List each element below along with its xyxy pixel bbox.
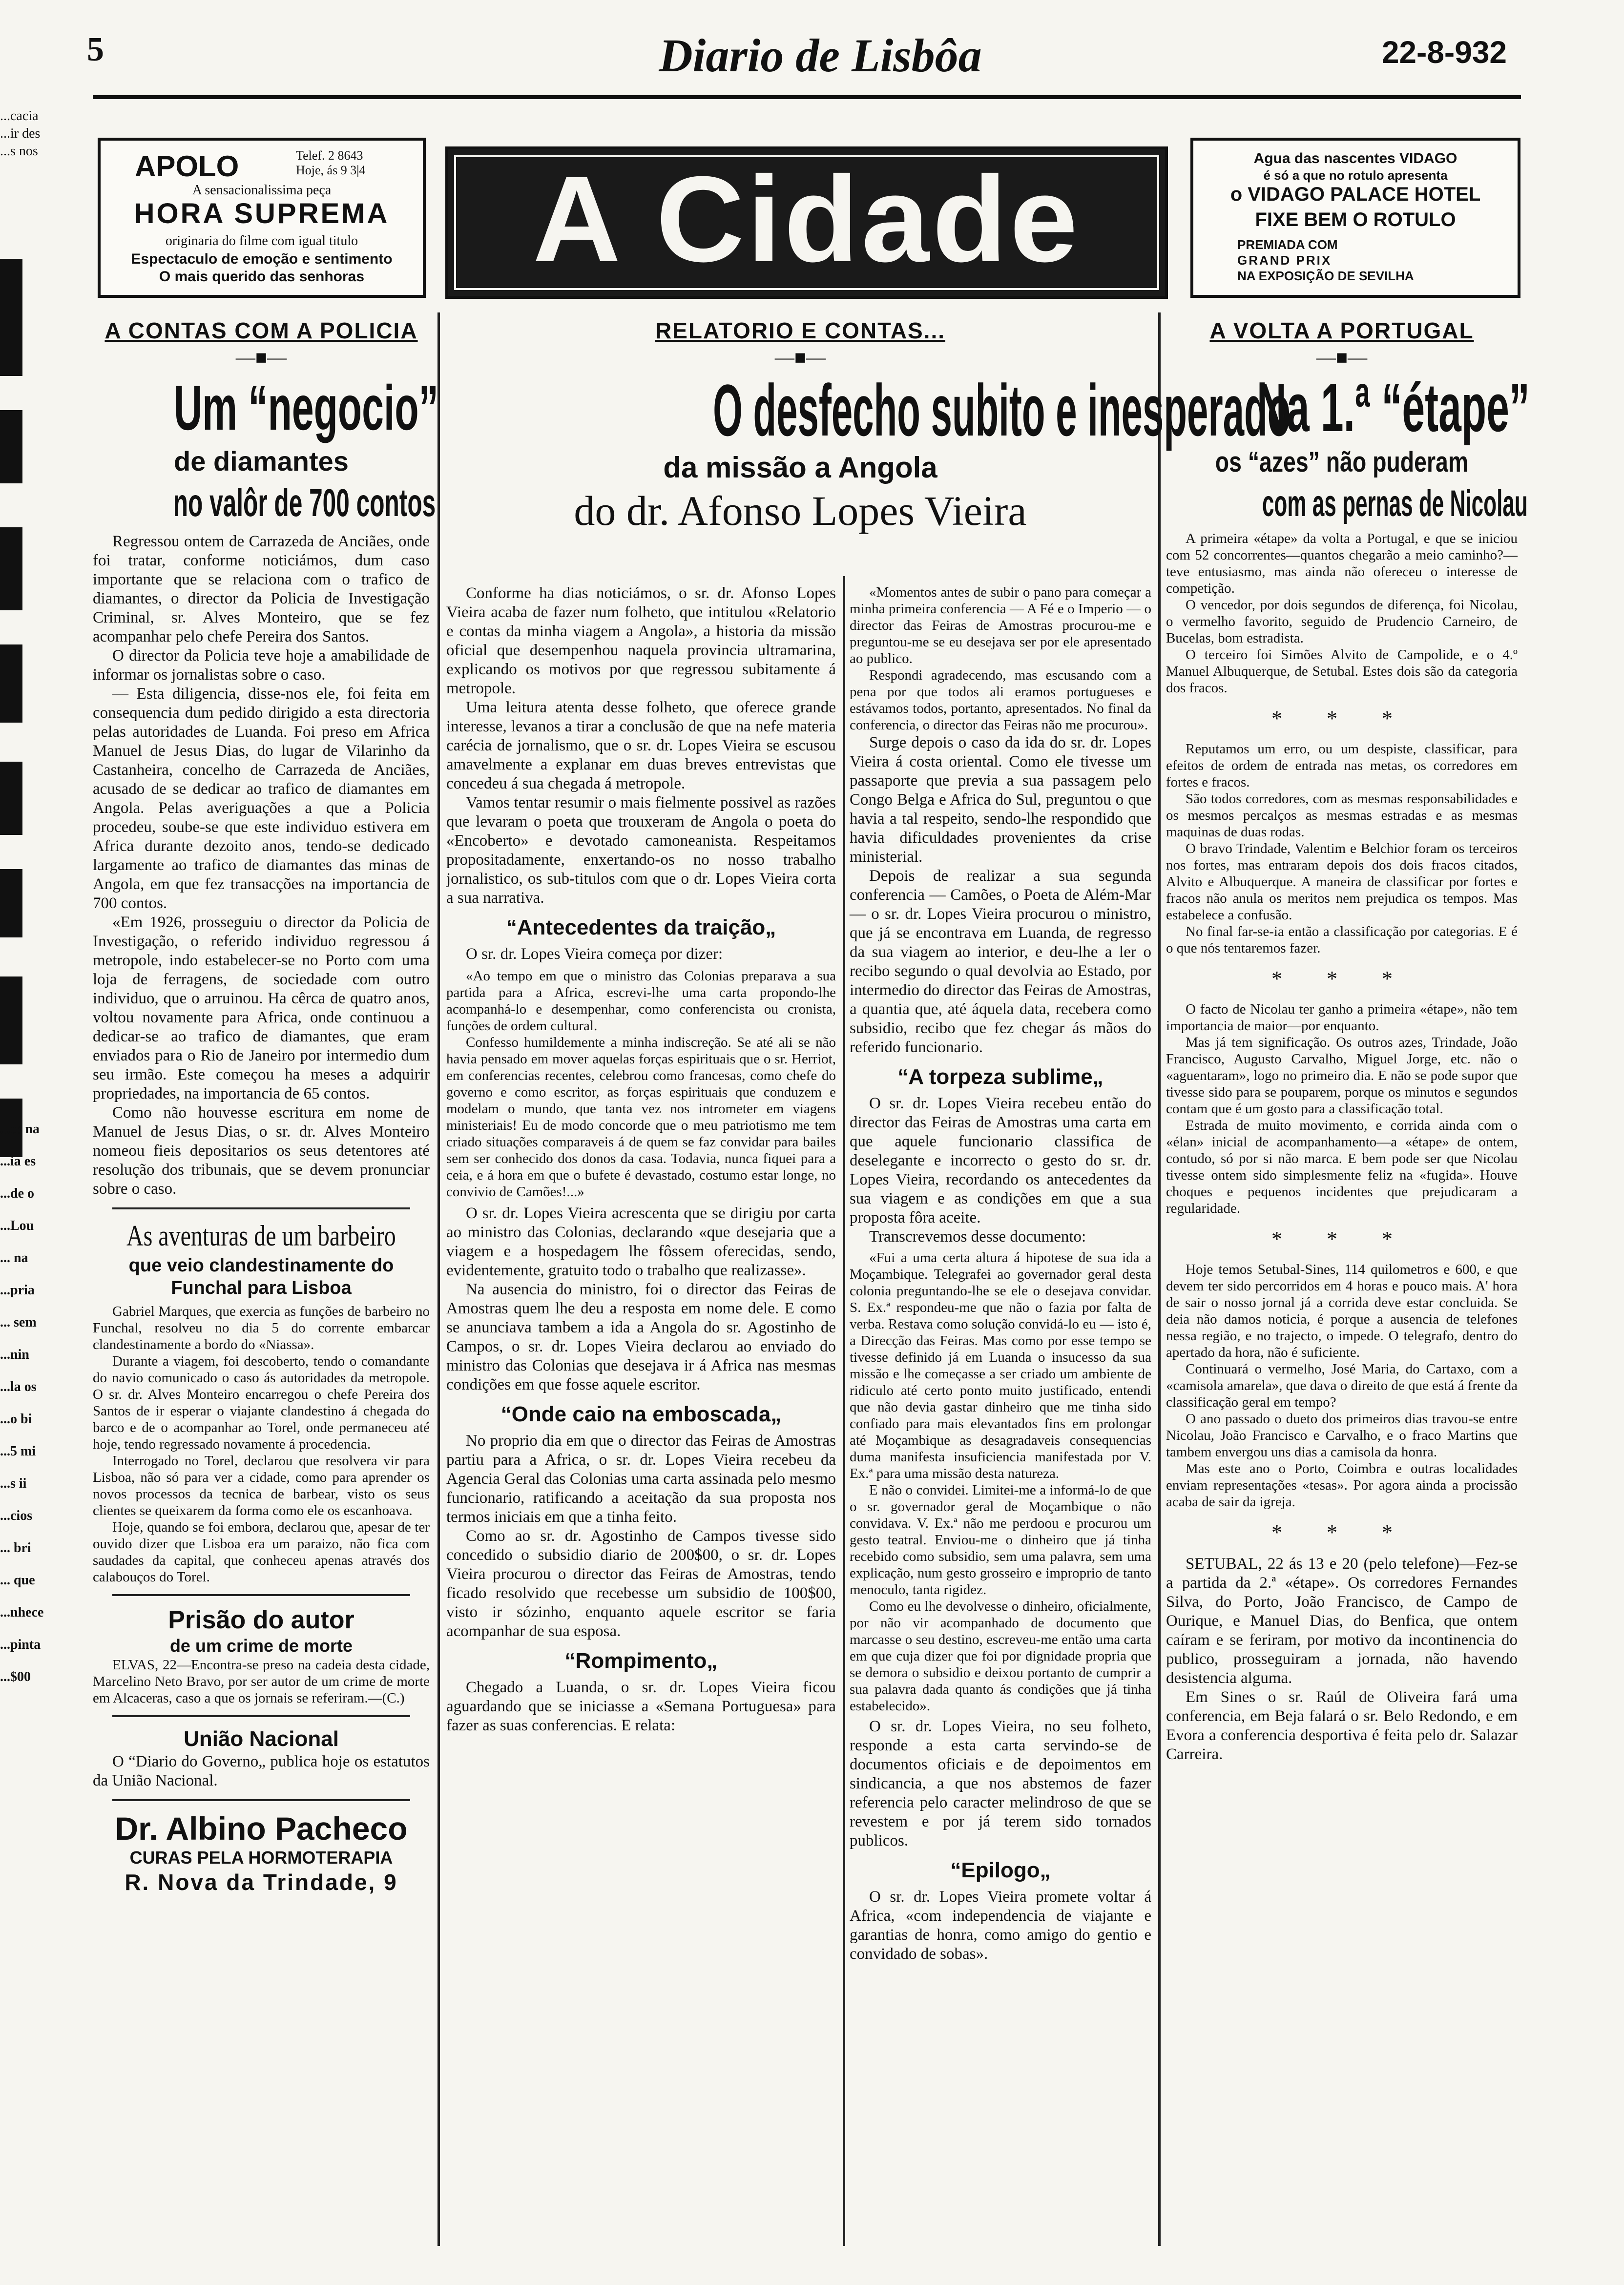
headline-text: O desfecho subito e inesperado: [713, 369, 1291, 451]
article-body: [1166, 1001, 1518, 1217]
article-body: [1166, 1261, 1518, 1510]
fragment: ... na: [0, 1250, 28, 1266]
ad-vidago-line5: PREMIADA COM: [1237, 237, 1338, 252]
paragraph: «Fui a uma certa altura á hipotese de sua ida a Moçambique. Telegrafei ao governador geral desta colonia preguntando-lhe se ele o desejava convidar. S. Ex.ª respondeu-me que não o fazia por falta de verba. Restava como solução convidá-lo eu — isto é, a Direcção das Feiras. Mas como por esse tempo se tivesse definido já em Luanda o insucesso da sua missão e lhe começasse a ser criado um ambiente de ridiculo até certo ponto muito justificado, entendi que não devia gastar dinheiro que me tinha sido confiado para mais elevantados fins em prolongar até Moçambique as desagradaveis consequencias duma manifesta insuficiencia manifestada por V. Ex.ª para uma missão desta natureza.: [850, 1250, 1151, 1481]
paragraph: «Em 1926, prosseguiu o director da Policia de Investigação, o referido individuo regressou á metropole, indo estabelecer-se no Porto com uma loja de ferragens, de sociedade com outro individuo, que o arruinou. Ha cêrca de quatro anos, voltou novamente para Africa, onde continuou a dedicar-se ao trafico de diamantes, que eram enviados para o Rio de Janeiro por intermedio dum seu irmão. Este começou ha meses a adquirir propriedades, na importancia de 65 contos.: [93, 914, 430, 1102]
fragment: ...nin: [0, 1347, 29, 1362]
fragment: ...de o: [0, 1186, 34, 1201]
subheading: “Antecedentes da traição„: [506, 915, 776, 939]
ad-apolo-line1: Espectaculo de emoção e sentimento: [131, 251, 393, 267]
article-body: [850, 1717, 1151, 1850]
article-body: [446, 584, 836, 908]
paragraph: Como ao sr. dr. Agostinho de Campos tivesse sido concedido o subsidio diario de 200$00, o sr. dr. Lopes Vieira procurou o director das Feiras de Amostras, tendo ficado resolvido que recebesse um subsidio de 100$00, visto ir sózinho, enquanto aquele escritor se faria acompanhar de sua esposa.: [446, 1527, 836, 1640]
fragment: ...es na: [0, 1122, 40, 1137]
ad-vidago-line7: NA EXPOSIÇÃO DE SEVILHA: [1237, 269, 1414, 283]
subheading: “Rompimento„: [564, 1649, 718, 1673]
paragraph: E não o convidei. Limitei-me a informá-lo de que o sr. governador geral de Moçambique o não convidava. V. Ex.ª não me perdoou e procurou um gesto teatral. Enviou-me o dinheiro que já tinha recebido como subsidio, sem uma palavra, sem uma explicação, num gesto grosseiro e improprio de tanto menoculo, tanta rigidez.: [850, 1482, 1151, 1598]
article-negocio-diamantes: [93, 317, 438, 1896]
left-margin-fragments: [0, 107, 41, 160]
paragraph: Vamos tentar resumir o mais fielmente possivel as razões que levaram o poeta que trouxeram de Angola o poeta do «Encoberto» e devotado camoneanista. Respeitamos propositadamente, enxertando-os no nosso trabalho jornalistico, os sub-titulos com que o dr. Lopes Vieira corta a sua narrativa.: [446, 794, 836, 907]
deck-1-text: os “azes” não puderam: [1215, 446, 1469, 478]
ad-apolo: [98, 138, 426, 298]
fragment: ...$00: [0, 1669, 31, 1684]
paragraph: O terceiro foi Simões Alvito de Campolide, e o 4.º Manuel Albuquerque, de Setubal. Estes dois são da categoria dos fracos.: [1166, 647, 1518, 696]
fragment: ... sem: [0, 1315, 37, 1330]
headline-text: Na 1.ª “étape”: [1257, 369, 1530, 446]
quote-block: [850, 1249, 1151, 1714]
page-number: 5: [87, 31, 104, 68]
section-banner: [445, 146, 1168, 299]
edge-ink-block: [0, 976, 22, 1064]
prisao-body: [93, 1657, 430, 1706]
paragraph: Chegado a Luanda, o sr. dr. Lopes Vieira ficou aguardando que se iniciasse a «Semana Portuguesa» para fazer as suas conferencias. E relata:: [446, 1679, 836, 1734]
article-body: [446, 1678, 836, 1735]
paragraph: «Momentos antes de subir o pano para começar a minha primeira conferencia — A Fé e o Imperio — o director das Feiras de Amostras procurou-me e preguntou-me se eu desejava ser por ele apresentado ao publico.: [850, 584, 1151, 666]
paragraph: Continuará o vermelho, José Maria, do Cartaxo, com a «camisola amarela», que dava o direito de que está á frente da classificação geral em tempo?: [1166, 1361, 1518, 1410]
ad-apolo-showtime: Hoje, ás 9 3|4: [296, 163, 366, 177]
paragraph: O director da Policia teve hoje a amabilidade de informar os jornalistas sobre o caso.: [93, 647, 430, 684]
fragment: ...5 mi: [0, 1444, 36, 1459]
quote-block: [850, 584, 1151, 733]
paragraph: Confesso humildemente a minha indiscreção. Se até ali se não havia pensado em mover aquelas forças espirituais que o sr. Herriot, em conferencias recentes, celebrou como francesas, como chefe do governo e como escritor, as forças espirituais que conduzem e modelam o mundo, que tanta vez nos intrometer em viagens ministeriais! Eu de modo concorde que o meu patriotismo me tem criado situações comparaveis á de quem se faz convidar para bailes sem ser conhecido dos donos da casa. Todavia, nunca fiquei para a ceia, e á hora em que o bufete é devastado, costumo estar longe, no convivio de Camões!...»: [446, 1035, 836, 1200]
fragment: ...ia es: [0, 1154, 36, 1169]
article-body: [1166, 1555, 1518, 1764]
paragraph: Em Sines o sr. Raúl de Oliveira fará uma conferencia, em Beja falará o sr. Belo Redondo, e em Evora a conferencia desportiva é feita pelo dr. Salazar Carreira.: [1166, 1688, 1518, 1763]
paragraph: Hoje, quando se foi embora, declarou que, apesar de ter ouvido dizer que Lisboa era um paraizo, não fica com saudades da capital, que conheceu apenas através dos calabouços do Torel.: [93, 1519, 430, 1585]
fragment: ...pria: [0, 1283, 35, 1298]
paragraph: O facto de Nicolau ter ganho a primeira «étape», não tem importancia de maior—por enquanto.: [1166, 1001, 1518, 1034]
fragment: ...Lou: [0, 1218, 34, 1233]
fragment: ...pinta: [0, 1637, 41, 1652]
ornament: —■—: [774, 346, 826, 368]
paragraph: — Esta diligencia, disse-nos ele, foi feita em consequencia dum pedido dirigido a esta directoria pelas autoridades de Luanda. Foi preso em Africa Manuel de Jesus Dias, do lugar de Vilarinho da Castanheira, concelho de Carrazeda de Anciães, acusado de se dedicar ao trafico de diamantes em Angola. Pelas averiguações a que a Policia procedeu, soube-se que este individuo estivera em Africa durante dezoito anos, tendo-se dedicado largamente ao trafico de diamantes das minas de Angola, em que fez transacções na importancia de 700 contos.: [93, 685, 430, 912]
ad-vidago-line2: é só a que no rotulo apresenta: [1263, 168, 1448, 183]
paragraph: O sr. dr. Lopes Vieira promete voltar á Africa, «com independencia de viajante e garantias de honra, como amigo do gentio e convidado de sobas».: [850, 1888, 1151, 1963]
paragraph: O ano passado o dueto dos primeiros dias travou-se entre Nicolau, João Francisco e Carvalho, e o fraco Martins que tambem envergou uns dias a camisola da honra.: [1166, 1411, 1518, 1460]
paragraph: Durante a viagem, foi descoberto, tendo o comandante do navio comunicado o caso ás autoridades da metropole. O sr. dr. Alves Monteiro encarregou o chefe Pereira dos Santos de ir esperar o viajante clandestino á chegada do barco e de o acompanhar ao Torel, onde permaneceu até hoje, tendo regressado novamente á procedencia.: [93, 1353, 430, 1452]
paragraph: Surge depois o caso da ida do sr. dr. Lopes Vieira á costa oriental. Como ele tivesse um passaporte que previa a sua passagem pelo Congo Belga e Africa do Sul, preguntou o que havia a tal respeito, sendo-lhe respondido que havia dificuldades provenientes da crise ministerial.: [850, 734, 1151, 866]
ad-pacheco-line1: CURAS PELA HORMOTERAPIA: [129, 1848, 393, 1868]
paragraph: O vencedor, por dois segundos de diferença, foi Nicolau, o vermelho favorito, seguido de Prudencio Carneiro, de Bucelas, bom estradista.: [1166, 597, 1518, 646]
fragment: ... bri: [0, 1540, 31, 1556]
issue-date: 22-8-932: [1381, 35, 1507, 70]
section-stars: * * *: [1271, 967, 1412, 991]
ad-pacheco-name: Dr. Albino Pacheco: [115, 1810, 408, 1847]
section-stars: * * *: [1271, 706, 1412, 730]
deck-1: [1166, 444, 1518, 480]
paragraph: Interrogado no Torel, declarou que resolvera vir para Lisboa, não só para ver a cidade, como para aprender os novos processos da tecnica de barbear, visto os seus clientes se queixarem da forma como ele os escanhoava.: [93, 1453, 430, 1518]
ad-vidago-line4: FIXE BEM O ROTULO: [1255, 209, 1456, 230]
deck-2: do dr. Afonso Lopes Vieira: [574, 487, 1027, 534]
column-rule: [843, 576, 845, 2246]
quote-block: [446, 968, 836, 1200]
paragraph: O sr. dr. Lopes Vieira, no seu folheto, responde a esta carta servindo-se de documentos oficiais e de depoimentos em sindicancia, a que nos abstemos de fazer referencia pelo caracter melindroso de que se revestem e por já terem sido tornados publicos.: [850, 1718, 1151, 1849]
deck-2: [93, 478, 436, 527]
paragraph: O bravo Trindade, Valentim e Belchior foram os terceiros nos fortes, mas entraram depois dos dois fracos citados, Alvito e Albuquerque. A maneira de classificar por fortes e fracos não anula os meritos nem prejudica os tempos. Mas estabelece a confusão.: [1166, 841, 1518, 923]
paragraph: Conforme ha dias noticiámos, o sr. dr. Afonso Lopes Vieira acaba de fazer num folheto, que intitulou «Relatorio e contas da minha viagem a Angola», a historia da missão oficial que desempenhou naquela provincia ultramarina, explicando os motivos por que regressou subitamente á metropole.: [446, 584, 836, 697]
article-missao-angola-col2: [850, 584, 1151, 1964]
subheading: “Onde caio na emboscada„: [500, 1402, 782, 1426]
ad-vidago-line1: Agua das nascentes VIDAGO: [1253, 150, 1457, 166]
article-body: [93, 532, 430, 1199]
deck-2-text: com as pernas de Nicolau: [1262, 483, 1528, 524]
article-body: [1166, 530, 1518, 696]
edge-ink-block: [0, 762, 22, 835]
ad-apolo-origin: originaria do filme com igual titulo: [165, 233, 358, 249]
paragraph: Como eu lhe devolvesse o dinheiro, oficialmente, por não vir acompanhado de documento que marcasse o seu destino, escreveu-me então uma carta em que cuja dizer que foi por dignidade propria que se demora o subsidio e deixou portanto de cumprir a sua palavra dada quanto ás condições que já tinha estabelecido».: [850, 1599, 1151, 1714]
section-stars: * * *: [1271, 1227, 1412, 1251]
ad-vidago: [1190, 138, 1520, 298]
paragraph: Regressou ontem de Carrazeda de Anciães, onde foi tratar, conforme noticiámos, dum caso importante que se relaciona com o trafico de diamantes, o director da Policia de Investigação Criminal, sr. Alves Monteiro, que se fez acompanhar pelo chefe Pereira dos Santos.: [93, 533, 430, 645]
fragment: ...la os: [0, 1379, 37, 1394]
fragment: ...cios: [0, 1508, 33, 1523]
fragment: ...ir des: [0, 126, 41, 141]
prisao-deck: de um crime de morte: [169, 1636, 353, 1656]
divider: [112, 1799, 410, 1801]
paragraph: Como não houvesse escritura em nome de Manuel de Jesus Dias, o sr. dr. Alves Monteiro nomeou fieis depositarios os seus detentores até resolução dos tribunais, que se devem pronunciar sobre o caso.: [93, 1104, 430, 1198]
kicker: RELATORIO E CONTAS...: [655, 318, 946, 343]
deck-2-text: no valôr de 700 contos: [173, 481, 436, 524]
paragraph: ELVAS, 22—Encontra-se preso na cadeia desta cidade, Marcelino Neto Bravo, por ser autor de um crime de morte em Alcaceras, caso a que os jornais se referiram.—(C.): [93, 1657, 430, 1706]
edge-ink-block: [0, 644, 22, 723]
ad-apolo-line2: O mais querido das senhoras: [159, 269, 365, 285]
edge-ink-block: [0, 527, 22, 610]
paragraph: São todos corredores, com as mesmas responsabilidades e os mesmos percalços as mesmas estradas e as mesmas maquinas de duas rodas.: [1166, 791, 1518, 840]
barber-headline-text: As aventuras de um barbeiro: [126, 1220, 396, 1252]
fragment: ...o bi: [0, 1412, 32, 1427]
uniao-headline: União Nacional: [184, 1727, 339, 1751]
paragraph: Transcrevemos desse documento:: [869, 1228, 1086, 1246]
ad-vidago-line6: GRAND PRIX: [1237, 253, 1332, 268]
ad-vidago-line3: o VIDAGO PALACE HOTEL: [1230, 184, 1481, 205]
article-missao-angola-header: [446, 317, 1291, 535]
fragment: ...nhece: [0, 1605, 44, 1620]
article-body: [446, 1432, 836, 1641]
paragraph: Mas já tem significação. Os outros azes, Trindade, João Francisco, Augusto Carvalho, Miguel Jorge, etc. não o «aguentaram», logo no primeiro dia. E não se pode supor que tivesse sido para se pouparem, porque os minutos e segundos contam que é um gosto para a classificação total.: [1166, 1035, 1518, 1117]
section-banner-title: A Cidade: [532, 151, 1081, 287]
edge-ink-block: [0, 869, 22, 937]
ad-apolo-phone: Telef. 2 8643: [296, 148, 363, 163]
article-missao-angola-col1: [446, 584, 836, 1735]
left-margin-fragments-lower: [0, 1113, 44, 1693]
paragraph: Na ausencia do ministro, foi o director das Feiras de Amostras quem lhe deu a resposta em nome dele. E como se anunciava tambem a ida a Angola do sr. Agostinho de Campos, o sr. dr. Lopes Vieira declarou ao enviado do ministro das Colonias que desejava ir á Africa nas mesmas condições em que fosse aquele escritor.: [446, 1281, 836, 1393]
paragraph: O sr. dr. Lopes Vieira acrescenta que se dirigiu por carta ao ministro das Colonias, declarando «que desejaria que a viagem e a hospedagem lhe fôssem oferecidas, sendo, evidentemente, gratuito todo o trabalho que realizasse».: [446, 1205, 836, 1279]
prisao-headline: Prisão do autor: [168, 1606, 354, 1634]
paragraph: «Ao tempo em que o ministro das Colonias preparava a sua partida para a Africa, escrevi-lhe uma carta propondo-lhe acompanhá-lo e desempenhar, como conferencista ou cronista, funções de ordem cultural.: [446, 968, 836, 1034]
barber-body: [93, 1303, 430, 1585]
paragraph: Mas este ano o Porto, Coimbra e outras localidades enviam representações «tesas». Por agora ainda a procissão acaba de sair da igreja.: [1166, 1461, 1518, 1510]
article-body: [446, 1204, 836, 1394]
article-volta-portugal: [1166, 317, 1530, 1764]
fragment: ...s nos: [0, 144, 38, 159]
edge-ink-block: [0, 410, 22, 483]
headline: [1166, 369, 1530, 446]
ad-apolo-play-title: HORA SUPREMA: [134, 198, 390, 229]
headline: [93, 371, 438, 444]
paragraph: A primeira «étape» da volta a Portugal, e que se iniciou com 52 concorrentes—quantos chegarão a meio caminho?—teve entusiasmo, mas ainda não ofereceu o interesse de competição.: [1166, 531, 1518, 596]
paragraph: Reputamos um erro, ou um despiste, classificar, para efeitos de ordem de entrada nas metas, os corredores em fortes e fracos.: [1166, 741, 1518, 790]
deck-1: da missão a Angola: [663, 451, 937, 484]
paragraph: SETUBAL, 22 ás 13 e 20 (pelo telefone)—Fez-se a partida da 2.ª «étape». Os corredores Fernandes Silva, do Porto, João Francisco, de Campo de Ourique, e Manuel Dias, do Benfica, que ontem caíram e se feriram, por motivo da incontinencia do publico, prosseguiram a jornada, não havendo desistencia alguma.: [1166, 1555, 1518, 1687]
masthead-rule: [93, 95, 1521, 99]
paragraph: Hoje temos Setubal-Sines, 114 quilometros e 600, e que devem ter sido percorridos em 4 horas e pouco mais. A' hora de sair o nosso jornal já a corrida deve estar concluida. Se deia não damos noticia, é porque a ausencia de telefones nessa região, e no trajecto, o impede. O telegrafo, dentro do apertado da hora, não é suficiente.: [1166, 1262, 1518, 1360]
headline-text: Um “negocio”: [174, 372, 438, 443]
divider: [112, 1207, 410, 1209]
section-stars: * * *: [1271, 1520, 1412, 1544]
paragraph: Estrada de muito movimento, e corrida ainda com o «élan» inicial de acompanhamento—a «étape» de ontem, contudo, só por si não marca. E bem pode ser que Nicolau tivesse ontem sido simplesmente feliz na «fugida». Houve choques e pequenos incidentes que prejudicaram a regularidade.: [1166, 1118, 1518, 1216]
paragraph: O “Diario do Governo„ publica hoje os estatutos da União Nacional.: [93, 1753, 430, 1789]
uniao-body: [93, 1752, 430, 1790]
ad-apolo-tagline: A sensacionalissima peça: [192, 183, 332, 198]
barber-deck: que veio clandestinamente do Funchal para Lisboa: [128, 1255, 394, 1298]
fragment: ...s ii: [0, 1476, 27, 1491]
paragraph: No proprio dia em que o director das Feiras de Amostras partiu para a Africa, o sr. dr. Lopes Vieira recebeu da Agencia Geral das Colonias uma carta assinada pelo mesmo funcionario, ratificando a aceitação da sua proposta nos termos iniciais em que a tinha feito.: [446, 1432, 836, 1526]
paragraph: Depois de realizar a sua segunda conferencia — Camões, o Poeta de Além-Mar — o sr. dr. Lopes Vieira procurou o ministro, que já se encontrava em Luanda, de regresso da sua viagem ao interior, e deu-lhe a ler o recibo segundo o qual devolvia ao Estado, por intermedio do director das Feiras de Amostras, a quantia que, até áquela data, recebera como subsidio, recibo que fez chegar ás mãos do referido funcionario.: [850, 867, 1151, 1056]
fragment: ...cacia: [0, 108, 39, 124]
divider: [112, 1594, 410, 1596]
paragraph: Gabriel Marques, que exercia as funções de barbeiro no Funchal, resolveu no dia 5 do corrente embarcar clandestinamente a bordo do «Niassa».: [93, 1304, 430, 1352]
subheading: “Epilogo„: [950, 1858, 1051, 1882]
ornament: —■—: [235, 346, 287, 368]
barber-headline: [93, 1218, 430, 1254]
newspaper-title: Diario de Lisbôa: [659, 29, 982, 82]
fragment: ... que: [0, 1573, 35, 1588]
article-body: [850, 1094, 1151, 1246]
deck-2: [1166, 480, 1528, 527]
headline: [446, 369, 1291, 451]
article-body: [850, 733, 1151, 1057]
subheading: “A torpeza sublime„: [897, 1065, 1103, 1089]
paragraph: Uma leitura atenta desse folheto, que oferece grande interesse, levanos a tirar a conclusão de que na nefe materia carécia de jornalismo, que o sr. dr. Lopes Vieira se escusou amavelmente a explanar em duas breves entrevistas que concedeu á sua chegada á metropole.: [446, 699, 836, 792]
ad-apolo-theatre: APOLO: [135, 150, 239, 183]
article-body: [1166, 741, 1518, 956]
ad-pacheco-line2: R. Nova da Trindade, 9: [125, 1870, 398, 1895]
article-body: [446, 945, 836, 964]
edge-ink-block: [0, 259, 22, 376]
ornament: —■—: [1316, 346, 1368, 368]
column-rule: [437, 312, 440, 2246]
paragraph: Respondi agradecendo, mas escusando com a pena por que todos ali eramos portugueses e estávamos todos, portanto, apresentados. No final da conferencia, o director das Feiras não me procurou».: [850, 667, 1151, 733]
column-rule: [1158, 312, 1161, 2246]
paragraph: No final far-se-ia então a classificação por categorias. E é o que nós tentaremos fazer.: [1166, 924, 1518, 956]
paragraph: O sr. dr. Lopes Vieira recebeu então do director das Feiras de Amostras uma carta em que aquele funcionario classifica de deselegante e incorrecto o gesto do sr. dr. Lopes Vieira, recordando os antecedentes da sua viagem e as condições em que a sua proposta fôra aceite.: [850, 1095, 1151, 1226]
deck-1: de diamantes: [174, 446, 349, 477]
article-body: [850, 1888, 1151, 1964]
kicker: A VOLTA A PORTUGAL: [1209, 318, 1474, 343]
divider: [112, 1715, 410, 1717]
paragraph: O sr. dr. Lopes Vieira começa por dizer:: [466, 945, 723, 963]
kicker: A CONTAS COM A POLICIA: [104, 318, 418, 343]
